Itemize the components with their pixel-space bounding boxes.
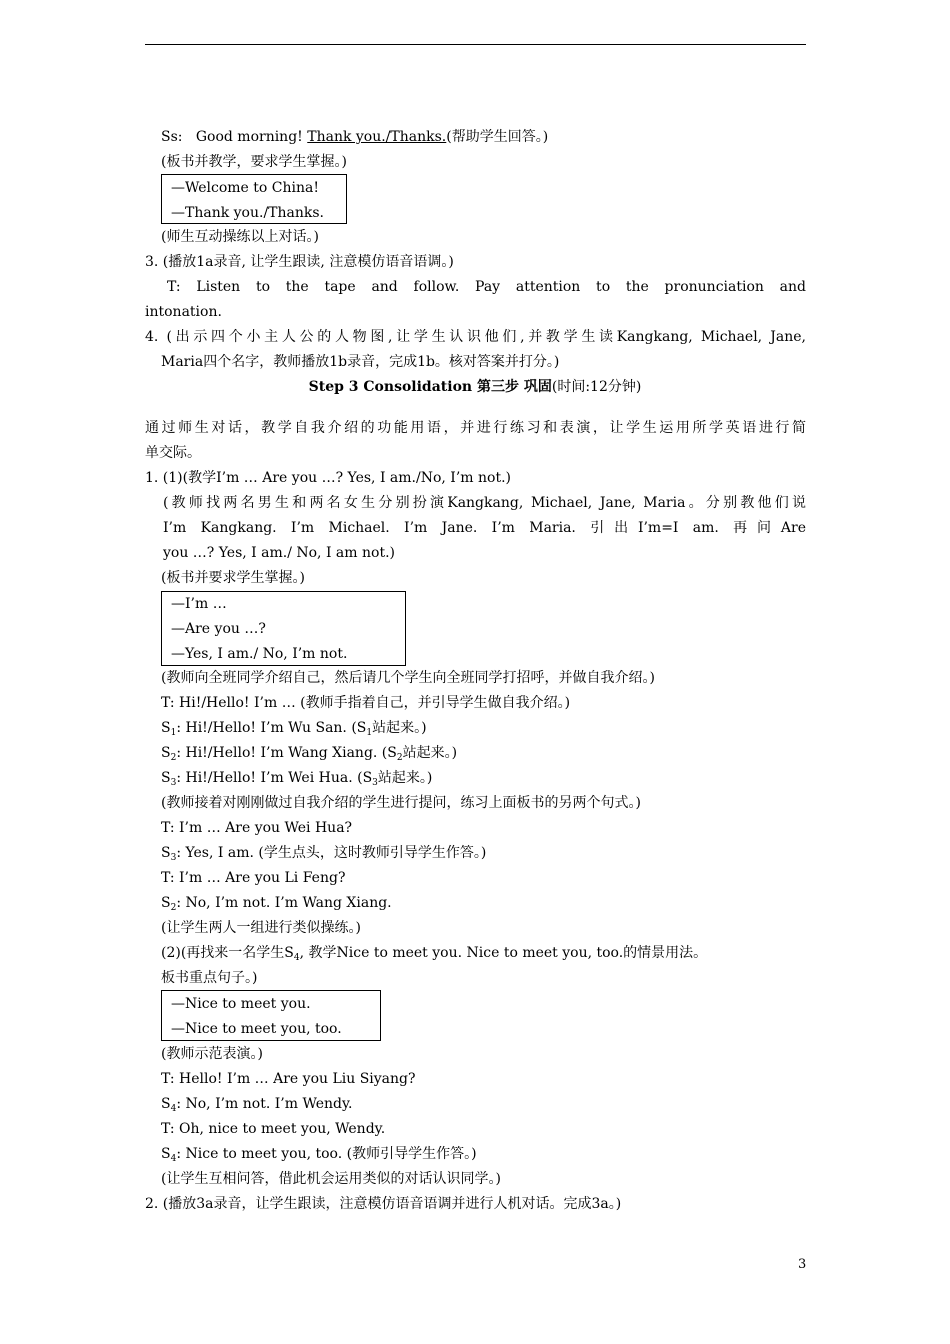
step-item-4: 4. (出示四个小主人公的人物图,让学生认识他们,并教学生读Kangkang, Michael, Jane, — [145, 329, 806, 345]
instruction-line: (板书并教学，要求学生掌握。) — [161, 154, 347, 170]
utterance: : Yes, I am. (学生点头，这时教师引导学生作答。) — [176, 845, 487, 861]
speaker-sub: 4 — [293, 953, 300, 963]
box-line: —Are you …? — [171, 621, 266, 637]
dialogue-line: T: Oh, nice to meet you, Wendy. — [161, 1121, 386, 1137]
box-line: —Nice to meet you. — [171, 996, 311, 1012]
instruction-line: I’m Kangkang. I’m Michael. I’m Jane. I’m Maria. 引出I’m=I am. 再问Are — [163, 520, 806, 536]
utterance: : Hi!/Hello! I’m Wu San. (S — [176, 720, 367, 736]
blackboard-box-1 — [161, 174, 347, 224]
box-line: —Thank you./Thanks. — [171, 205, 325, 221]
step-item-3: 3. (播放1a录音, 让学生跟读, 注意模仿语音语调。) — [145, 254, 454, 270]
blackboard-box-3 — [161, 990, 381, 1041]
speaker-sub: 2 — [396, 753, 403, 763]
instruction-line: 板书重点句子。) — [161, 970, 258, 986]
instruction-line: (教师接着对刚刚做过自我介绍的学生进行提问，练习上面板书的另两个句式。) — [161, 795, 641, 811]
heading-time: (时间:12分钟) — [551, 379, 642, 395]
box-line: —I’m … — [171, 596, 227, 612]
utterance: : Nice to meet you, too. (教师引导学生作答。) — [176, 1146, 477, 1162]
instruction-line: (让学生互相问答，借此机会运用类似的对话认识同学。) — [161, 1171, 501, 1187]
dialogue-line-s4 — [161, 1144, 477, 1164]
dialogue-line-s3 — [161, 843, 486, 863]
speaker: S — [161, 895, 171, 911]
utterance: : Hi!/Hello! I’m Wei Hua. (S — [176, 770, 373, 786]
intro-paragraph: 通过师生对话，教学自我介绍的功能用语，并进行练习和表演，让学生运用所学英语进行简 — [145, 420, 806, 436]
section-heading — [0, 377, 950, 397]
continuation-line: intonation. — [145, 304, 222, 320]
instruction-line: (教师找两名男生和两名女生分别扮演Kangkang, Michael, Jane, Maria。分别教他们说 — [163, 495, 806, 511]
speaker: S — [161, 745, 171, 761]
instruction-line: (师生互动操练以上对话。) — [161, 229, 319, 245]
dialogue-line-s4 — [161, 1094, 352, 1114]
utterance: : No, I’m not. I’m Wendy. — [176, 1096, 353, 1112]
note: 站起来。) — [402, 745, 458, 761]
note: 站起来。) — [372, 720, 427, 736]
box-line: —Yes, I am./ No, I’m not. — [171, 646, 348, 662]
dialogue-line-s2 — [161, 743, 457, 763]
speaker: S — [161, 1096, 171, 1112]
text: , 教学Nice to meet you. Nice to meet you, too.的情景用法。 — [299, 945, 708, 961]
note: 站起来。) — [377, 770, 433, 786]
teacher-line: T: Listen to the tape and follow. Pay attention to the pronunciation and — [167, 279, 806, 295]
speaker-sub: 4 — [170, 1104, 177, 1114]
speaker: S — [161, 1146, 171, 1162]
dialogue-line-s3 — [161, 768, 432, 788]
dialogue-line: T: Hi!/Hello! I’m … (教师手指着自己，并引导学生做自我介绍。) — [161, 695, 571, 711]
continuation-line: Maria四个名字，教师播放1b录音，完成1b。核对答案并打分。) — [161, 354, 560, 370]
speaker-sub: 2 — [170, 753, 177, 763]
speaker: S — [161, 720, 171, 736]
speaker-sub: 3 — [170, 853, 177, 863]
intro-paragraph-cont: 单交际。 — [145, 445, 201, 461]
instruction-line: (教师向全班同学介绍自己，然后请几个学生向全班同学打招呼，并做自我介绍。) — [161, 670, 655, 686]
speaker-sub: 3 — [372, 778, 378, 788]
utterance: : No, I’m not. I’m Wang Xiang. — [176, 895, 392, 911]
activity-2: 2. (播放3a录音，让学生跟读，注意模仿语音语调并进行人机对话。完成3a。) — [145, 1196, 622, 1212]
box-line: —Nice to meet you, too. — [171, 1021, 342, 1037]
underlined-answer: Thank you./Thanks. — [307, 129, 447, 145]
dialogue-line-s1 — [161, 718, 427, 738]
speaker: S — [161, 845, 171, 861]
instruction-line: (教师示范表演。) — [161, 1046, 263, 1062]
blackboard-box-2 — [161, 591, 406, 666]
speaker-sub: 1 — [366, 728, 373, 738]
speaker-sub: 2 — [170, 903, 177, 913]
header-rule — [145, 44, 806, 45]
text: (2)(再找来一名学生S — [161, 945, 294, 961]
dialogue-line: T: I’m … Are you Wei Hua? — [161, 820, 353, 836]
activity-1-part-2 — [161, 943, 707, 963]
ss-response-line — [161, 127, 548, 147]
box-line: —Welcome to China! — [171, 180, 319, 196]
dialogue-line: T: I’m … Are you Li Feng? — [161, 870, 346, 886]
activity-1: 1. (1)(教学I’m … Are you …? Yes, I am./No, I’m not.) — [145, 470, 511, 486]
instruction-line: (让学生两人一组进行类似操练。) — [161, 920, 361, 936]
page-number: 3 — [798, 1257, 807, 1272]
dialogue-line: T: Hello! I’m … Are you Liu Siyang? — [161, 1071, 416, 1087]
speaker-sub: 4 — [170, 1154, 177, 1164]
speaker: S — [161, 770, 171, 786]
speaker-sub: 1 — [170, 728, 177, 738]
utterance: : Hi!/Hello! I’m Wang Xiang. (S — [176, 745, 397, 761]
note: (帮助学生回答。) — [446, 129, 549, 145]
instruction-line: (板书并要求学生掌握。) — [161, 570, 305, 586]
heading-title: Step 3 Consolidation 第三步 巩固 — [308, 379, 552, 395]
instruction-line: you …? Yes, I am./ No, I am not.) — [163, 545, 395, 561]
ss-greeting: Ss: Good morning! — [161, 129, 308, 145]
dialogue-line-s2 — [161, 893, 392, 913]
speaker-sub: 3 — [170, 778, 177, 788]
